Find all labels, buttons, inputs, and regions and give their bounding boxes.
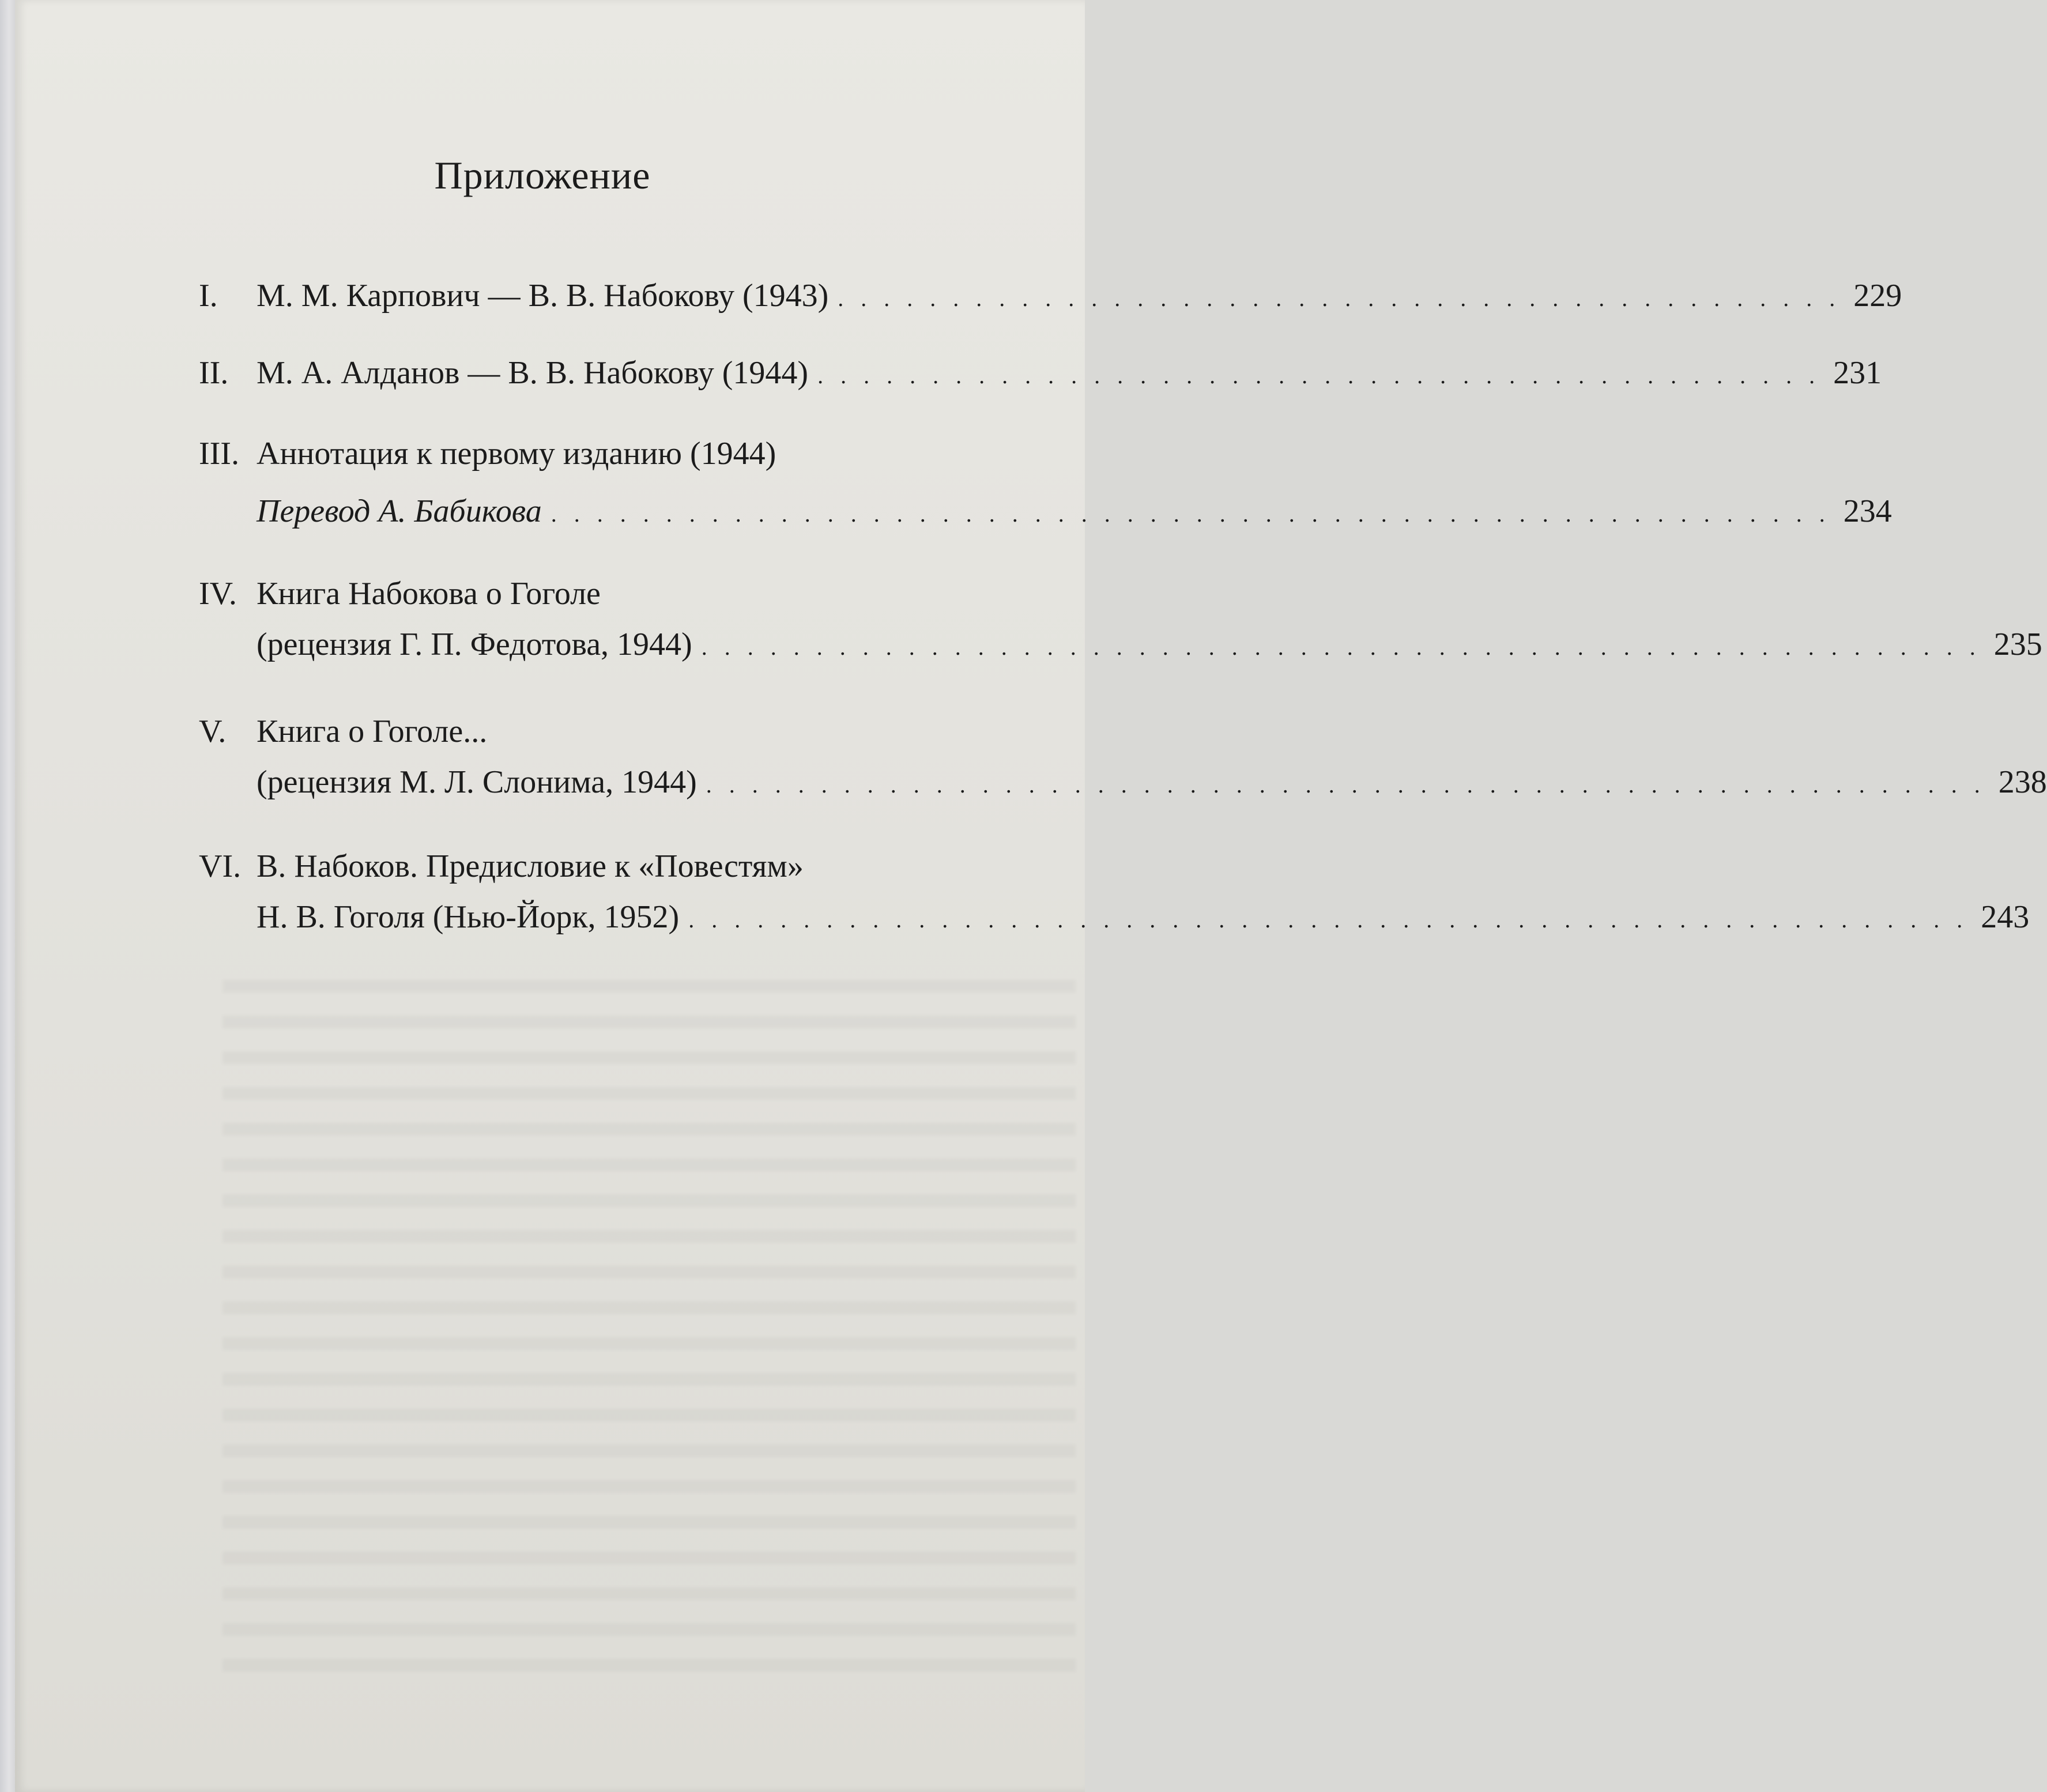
leader-dots: . . . . . . . . . . . . . . . . . . . . . . . . . . . . . . . . . . . . . . . . . . . . [817,363,1821,388]
page-edge [0,0,15,1792]
leader-dots: . . . . . . . . . . . . . . . . . . . . . . . . . . . . . . . . . . . . . . . . . . . . . . . . . . . . . . . . [701,634,1981,660]
entry-title: М. М. Карпович — В. В. Набокову (1943) [257,278,829,314]
page-number: 243 [1981,899,2030,935]
entry-line [257,433,1066,474]
page-number: 235 [1993,627,2042,662]
entry-numeral: II. [199,355,229,391]
entry-title: Книга о Гоголе... [257,714,488,749]
book-page [15,0,1085,1792]
entry-line-2 [257,624,2042,667]
entry-numeral: IV. [199,576,237,612]
page-number: 229 [1853,278,1902,314]
entry-translator: Перевод А. Бабикова [257,493,542,529]
entry-numeral: III. [199,436,239,471]
entry-line-2 [257,897,2030,940]
entry-subtitle: Н. В. Гоголя (Нью-Йорк, 1952) [257,899,680,935]
entry-subtitle: (рецензия М. Л. Слонима, 1944) [257,764,697,800]
entry-line [257,711,1066,752]
appendix-heading: Приложение [434,153,651,197]
entry-numeral: V. [199,714,227,749]
page-number: 234 [1843,493,1892,529]
leader-dots: . . . . . . . . . . . . . . . . . . . . . . . . . . . . . . . . . . . . . . . . . . . . . . . . . . . . . . . . [688,907,1969,933]
entry-subtitle: (рецензия Г. П. Федотова, 1944) [257,627,692,662]
entry-numeral: I. [199,278,218,314]
entry-line-2 [257,762,2047,805]
entry-title: М. А. Алданов — В. В. Набокову (1944) [257,355,809,391]
bleed-through-text [223,980,1076,1672]
leader-dots: . . . . . . . . . . . . . . . . . . . . . . . . . . . . . . . . . . . . . . . . . . . . [838,285,1841,311]
entry-line [257,353,1882,396]
entry-numeral: VI. [199,848,242,884]
page-number: 231 [1833,355,1882,391]
page-number: 238 [1998,764,2047,800]
entry-line-2 [257,491,1892,534]
leader-dots: . . . . . . . . . . . . . . . . . . . . . . . . . . . . . . . . . . . . . . . . . . . . . . . . . . . . . . . . [551,501,1831,527]
entry-line [257,574,1066,614]
entry-title: В. Набоков. Предисловие к «Повестям» [257,848,804,884]
entry-title: Аннотация к первому изданию (1944) [257,436,776,471]
leader-dots: . . . . . . . . . . . . . . . . . . . . . . . . . . . . . . . . . . . . . . . . . . . . . . . . . . . . . . . . [706,772,1986,798]
entry-line [257,276,1902,319]
entry-title: Книга Набокова о Гоголе [257,576,601,612]
entry-line [257,846,1066,886]
